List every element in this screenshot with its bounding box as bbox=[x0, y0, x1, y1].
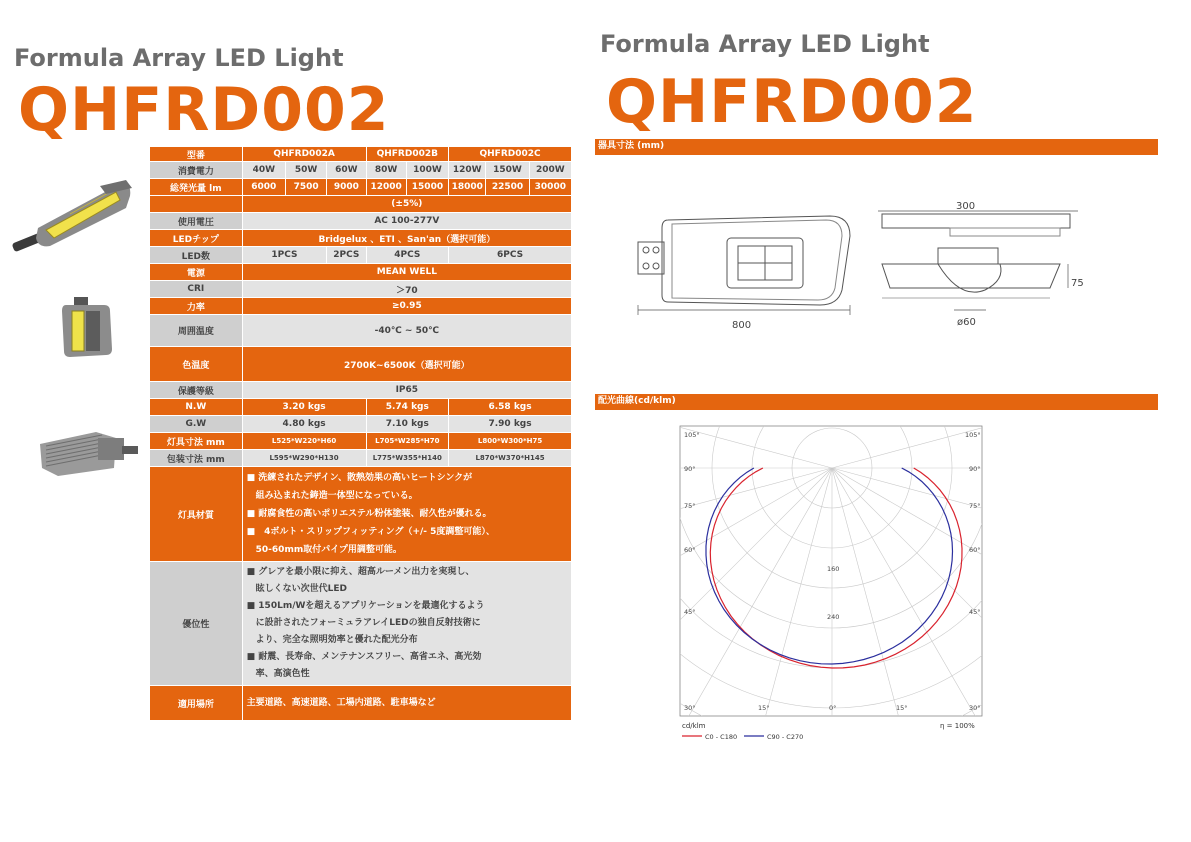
label-gw: G.W bbox=[150, 416, 242, 432]
product-image-a bbox=[10, 178, 135, 260]
row-pf bbox=[150, 298, 571, 314]
row-chip bbox=[150, 230, 571, 246]
row-size bbox=[150, 433, 571, 449]
right-model-title: QHFRD002 bbox=[606, 67, 978, 137]
polar-spoke bbox=[832, 468, 1141, 551]
label-temp: 周囲温度 bbox=[150, 315, 242, 346]
lumen-cell: 22500 bbox=[486, 179, 528, 195]
pack-cell: L595*W290*H130 bbox=[243, 450, 366, 466]
ip-value: IP65 bbox=[243, 382, 571, 398]
row-driver bbox=[150, 264, 571, 280]
material-line: ■ 4ボルト・スリップフィッティング（+/- 5度調整可能）、 bbox=[246, 527, 495, 537]
temp-value: -40℃ ~ 50℃ bbox=[243, 315, 571, 346]
usage-value: 主要道路、高速道路、工場内道路、駐車場など bbox=[243, 686, 571, 720]
model-a: QHFRD002A bbox=[243, 147, 366, 161]
size-cell: L525*W220*H60 bbox=[243, 433, 366, 449]
row-tolerance bbox=[150, 196, 571, 212]
right-subtitle: Formula Array LED Light bbox=[600, 30, 930, 58]
polar-spoke bbox=[672, 468, 832, 745]
polar-chart bbox=[672, 422, 992, 742]
polar-label-bottom-0: 0° bbox=[829, 704, 837, 712]
row-cri bbox=[150, 281, 571, 297]
lumen-cell: 18000 bbox=[449, 179, 485, 195]
label-chip: LEDチップ bbox=[150, 230, 242, 246]
dim-height: 75 bbox=[1071, 278, 1084, 289]
size-cell: L800*W300*H75 bbox=[449, 433, 571, 449]
row-gw bbox=[150, 416, 571, 432]
dim-pipe: ø60 bbox=[957, 317, 976, 328]
row-nw bbox=[150, 399, 571, 415]
polar-label-left-75: 75° bbox=[684, 502, 696, 510]
row-voltage bbox=[150, 213, 571, 229]
polar-spoke bbox=[749, 468, 832, 777]
material-line: 組み込まれた鋳造一体型になっている。 bbox=[246, 491, 418, 501]
legend-c90: C90 - C270 bbox=[767, 733, 804, 741]
polar-label-right-75: 75° bbox=[969, 502, 981, 510]
power-cell: 200W bbox=[530, 162, 571, 178]
lumen-cell: 30000 bbox=[530, 179, 571, 195]
driver-value: MEAN WELL bbox=[243, 264, 571, 280]
pack-cell: L870*W370*H145 bbox=[449, 450, 571, 466]
gw-cell: 7.10 kgs bbox=[367, 416, 449, 432]
ledcount-cell: 2PCS bbox=[327, 247, 365, 263]
top-view bbox=[638, 216, 850, 315]
material-line: ■ 洗練されたデザイン、散熱効果の高いヒートシンクが bbox=[246, 473, 473, 483]
row-usage bbox=[150, 686, 571, 720]
label-cct: 色温度 bbox=[150, 347, 242, 381]
label-ip: 保護等級 bbox=[150, 382, 242, 398]
advantage-line: に設計されたフォーミュラアレイLEDの独自反射技術に bbox=[246, 618, 481, 628]
label-size: 灯具寸法 mm bbox=[150, 433, 242, 449]
cct-value: 2700K~6500K（選択可能） bbox=[243, 347, 571, 381]
polar-radial-240: 240 bbox=[827, 613, 840, 621]
label-model: 型番 bbox=[150, 147, 242, 161]
power-cell: 50W bbox=[286, 162, 326, 178]
nw-cell: 5.74 kgs bbox=[367, 399, 449, 415]
label-tolerance bbox=[150, 196, 242, 212]
label-ledcount: LED数 bbox=[150, 247, 242, 263]
chip-value: Bridgelux 、ETI 、San'an（選択可能） bbox=[243, 230, 571, 246]
advantage-text bbox=[243, 562, 571, 685]
label-pf: 力率 bbox=[150, 298, 242, 314]
polar-label-left-105: 105° bbox=[684, 431, 700, 439]
material-text bbox=[243, 467, 571, 561]
power-cell: 40W bbox=[243, 162, 285, 178]
advantage-line: ■ 耐震、長寿命、メンテナンスフリー、高省エネ、高光効 bbox=[246, 652, 482, 662]
ledcount-cell: 1PCS bbox=[243, 247, 327, 263]
label-material: 灯具材質 bbox=[150, 467, 242, 561]
gw-cell: 4.80 kgs bbox=[243, 416, 366, 432]
spec-table bbox=[149, 146, 572, 721]
size-cell: L705*W285*H70 bbox=[367, 433, 449, 449]
polar-spoke bbox=[832, 468, 1058, 694]
nw-cell: 6.58 kgs bbox=[449, 399, 571, 415]
distribution-header: 配光曲線(cd/klm) bbox=[595, 394, 1158, 410]
polar-label-bottom-15-left: 15° bbox=[758, 704, 770, 712]
pf-value: ≥0.95 bbox=[243, 298, 571, 314]
dim-length: 800 bbox=[732, 320, 752, 331]
lumen-cell: 15000 bbox=[407, 179, 448, 195]
row-lumen bbox=[150, 179, 571, 195]
polar-spoke bbox=[832, 468, 992, 745]
polar-label-bottom-15-right: 15° bbox=[896, 704, 908, 712]
advantage-line: ■ グレアを最小限に抑え、超高ルーメン出力を実現し、 bbox=[246, 567, 475, 577]
advantage-line: より、完全な照明効率と優れた配光分布 bbox=[246, 635, 418, 645]
model-b: QHFRD002B bbox=[367, 147, 449, 161]
row-pack bbox=[150, 450, 571, 466]
polar-label-left-45: 45° bbox=[684, 608, 696, 616]
label-driver: 電源 bbox=[150, 264, 242, 280]
power-cell: 100W bbox=[407, 162, 448, 178]
product-image-c bbox=[36, 428, 142, 478]
polar-label-left-60: 60° bbox=[684, 546, 696, 554]
polar-label-right-90: 90° bbox=[969, 465, 981, 473]
gw-cell: 7.90 kgs bbox=[449, 416, 571, 432]
lumen-cell: 7500 bbox=[286, 179, 326, 195]
dim-width: 300 bbox=[956, 201, 976, 212]
label-usage: 適用場所 bbox=[150, 686, 242, 720]
power-cell: 60W bbox=[327, 162, 365, 178]
cri-value: ＞70 bbox=[243, 281, 571, 297]
dimension-header: 器具寸法 (mm) bbox=[595, 139, 1158, 155]
row-ledcount bbox=[150, 247, 571, 263]
tolerance-value: (±5%) bbox=[243, 196, 571, 212]
lumen-cell: 9000 bbox=[327, 179, 365, 195]
polar-label-left-90: 90° bbox=[684, 465, 696, 473]
advantage-line: 率、高演色性 bbox=[246, 669, 310, 679]
label-cri: CRI bbox=[150, 281, 242, 297]
label-voltage: 使用電圧 bbox=[150, 213, 242, 229]
power-cell: 150W bbox=[486, 162, 528, 178]
ledcount-cell: 4PCS bbox=[367, 247, 449, 263]
label-nw: N.W bbox=[150, 399, 242, 415]
product-image-b bbox=[60, 297, 115, 359]
left-subtitle: Formula Array LED Light bbox=[14, 44, 344, 72]
polar-label-right-30: 30° bbox=[969, 704, 981, 712]
row-ip bbox=[150, 382, 571, 398]
ledcount-cell: 6PCS bbox=[449, 247, 571, 263]
material-line: 50-60mm取付パイプ用調整可能。 bbox=[246, 545, 402, 555]
polar-label-right-60: 60° bbox=[969, 546, 981, 554]
power-cell: 80W bbox=[367, 162, 406, 178]
power-cell: 120W bbox=[449, 162, 485, 178]
label-advantage: 優位性 bbox=[150, 562, 242, 685]
polar-radial-160: 160 bbox=[827, 565, 840, 573]
polar-spoke bbox=[832, 468, 915, 777]
pack-cell: L775*W355*H140 bbox=[367, 450, 449, 466]
polar-efficiency: η = 100% bbox=[940, 722, 975, 730]
polar-label-right-45: 45° bbox=[969, 608, 981, 616]
row-material bbox=[150, 467, 571, 561]
label-power: 消費電力 bbox=[150, 162, 242, 178]
label-pack: 包装寸法 mm bbox=[150, 450, 242, 466]
model-c: QHFRD002C bbox=[449, 147, 571, 161]
legend-c0: C0 - C180 bbox=[705, 733, 738, 741]
row-model bbox=[150, 147, 571, 161]
row-cct bbox=[150, 347, 571, 381]
polar-unit: cd/klm bbox=[682, 722, 706, 730]
left-model-title: QHFRD002 bbox=[18, 75, 390, 145]
row-temp bbox=[150, 315, 571, 346]
row-power bbox=[150, 162, 571, 178]
label-lumen: 総発光量 lm bbox=[150, 179, 242, 195]
polar-label-right-105: 105° bbox=[965, 431, 981, 439]
lumen-cell: 6000 bbox=[243, 179, 285, 195]
voltage-value: AC 100-277V bbox=[243, 213, 571, 229]
lumen-cell: 12000 bbox=[367, 179, 406, 195]
advantage-line: ■ 150Lm/Wを超えるアプリケーションを最適化するよう bbox=[246, 601, 485, 611]
dimension-drawing bbox=[620, 190, 1084, 335]
nw-cell: 3.20 kgs bbox=[243, 399, 366, 415]
row-advantage bbox=[150, 562, 571, 685]
material-line: ■ 耐腐食性の高いポリエステル粉体塗装、耐久性が優れる。 bbox=[246, 509, 492, 519]
side-view bbox=[878, 211, 1078, 310]
advantage-line: 眩しくない次世代LED bbox=[246, 584, 348, 594]
polar-label-left-30: 30° bbox=[684, 704, 696, 712]
